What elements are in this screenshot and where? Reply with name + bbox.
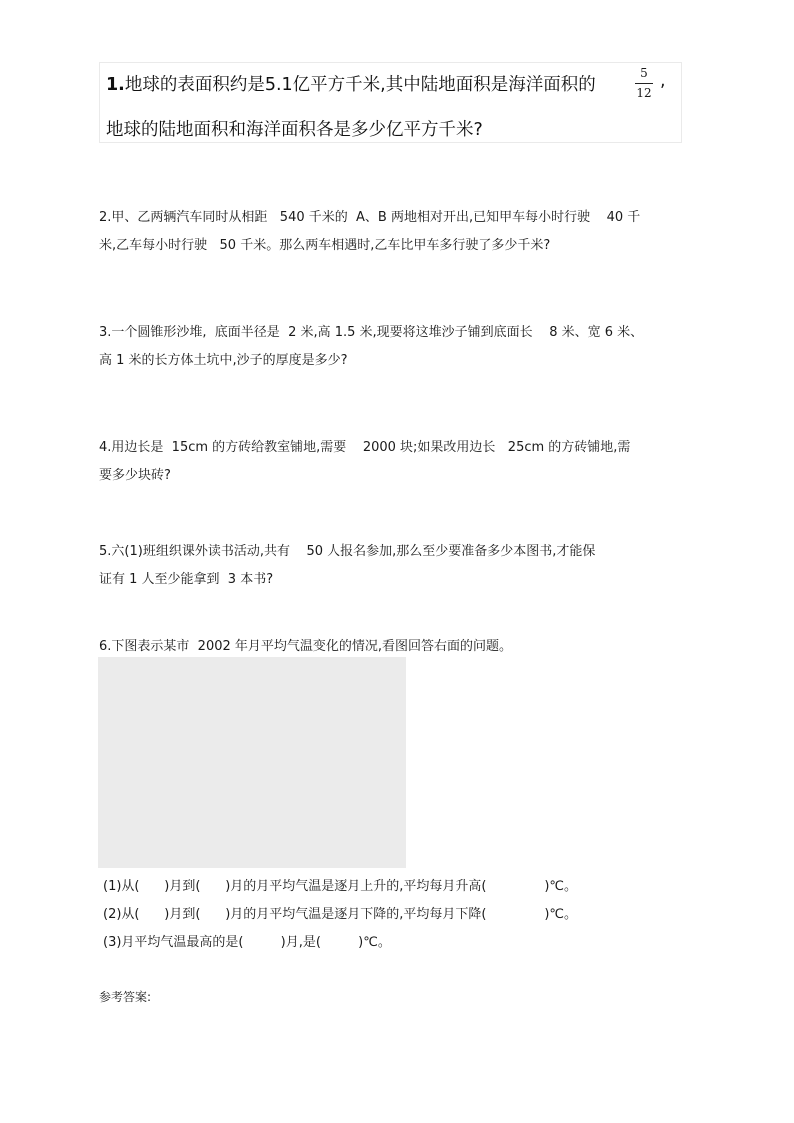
fraction-five-twelfths (632, 64, 656, 104)
fraction-denominator: 12 (636, 86, 652, 100)
question-3-line-2: 高 1 米的长方体土坑中,沙子的厚度是多少? (99, 353, 348, 368)
question-1-line-1 (106, 71, 596, 96)
question-3-line-1: 3.一个圆锥形沙堆, 底面半径是 2 米,高 1.5 米,现要将这堆沙子铺到底面长 8 米、宽 6 米、 (99, 325, 644, 340)
question-2-line-1: 2.甲、乙两辆汽车同时从相距 540 千米的 A、B 两地相对开出,已知甲车每小时行驶 40 千 (99, 210, 641, 225)
question-6-sub-2: (2)从( )月到( )月的月平均气温是逐月下降的,平均每月下降( )℃。 (103, 907, 578, 922)
question-1-comma: , (660, 71, 666, 91)
question-6-sub-3: (3)月平均气温最高的是( )月,是( )℃。 (103, 935, 391, 950)
question-6-intro: 6.下图表示某市 2002 年月平均气温变化的情况,看图回答右面的问题。 (99, 639, 513, 654)
question-5-line-2: 证有 1 人至少能拿到 3 本书? (99, 572, 274, 587)
fraction-bar (635, 83, 653, 84)
question-5-line-1: 5.六(1)班组织课外读书活动,共有 50 人报名参加,那么至少要准备多少本图书,才能保 (99, 544, 596, 559)
question-4-line-2: 要多少块砖? (99, 468, 171, 483)
question-1-number: 1. (106, 75, 125, 95)
temperature-chart-image (98, 657, 406, 868)
question-1-text: 地球的表面积约是5.1亿平方千米,其中陆地面积是海洋面积的 (124, 75, 596, 95)
reference-answers-label: 参考答案: (99, 990, 152, 1004)
question-4-line-1: 4.用边长是 15cm 的方砖给教室铺地,需要 2000 块;如果改用边长 25cm 的方砖铺地,需 (99, 440, 631, 455)
fraction-numerator: 5 (640, 66, 648, 80)
question-2-line-2: 米,乙车每小时行驶 50 千米。那么两车相遇时,乙车比甲车多行驶了多少千米? (99, 238, 551, 253)
question-6-sub-1: (1)从( )月到( )月的月平均气温是逐月上升的,平均每月升高( )℃。 (103, 879, 578, 894)
question-1-line-2: 地球的陆地面积和海洋面积各是多少亿平方千米? (106, 120, 483, 140)
